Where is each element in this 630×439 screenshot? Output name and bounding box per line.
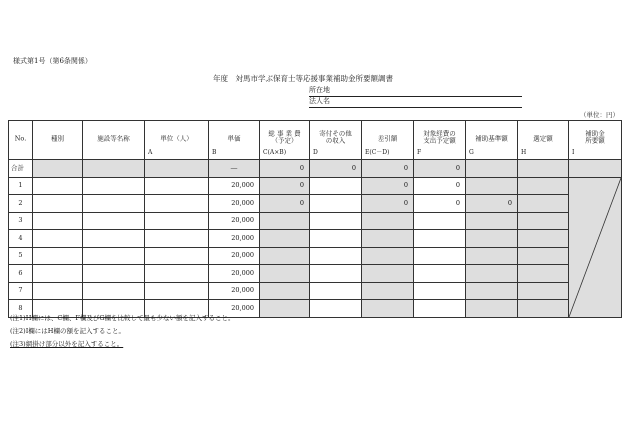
table-row [9, 282, 622, 300]
donation-cell[interactable] [310, 247, 362, 265]
facility-name-cell[interactable] [83, 177, 145, 195]
header-cell [362, 121, 414, 160]
units-cell[interactable] [145, 282, 209, 300]
unit-price-cell: 20,000 [209, 300, 260, 318]
location-field[interactable] [309, 86, 522, 97]
base-amount-cell [466, 265, 518, 283]
selected-amount-cell [518, 300, 569, 318]
type-cell[interactable] [33, 265, 83, 283]
row-number: 1 [9, 177, 33, 195]
corporation-field[interactable] [309, 97, 522, 108]
type-cell[interactable] [33, 212, 83, 230]
header-column-code: E(C－D) [365, 149, 390, 157]
unit-price-cell: 20,000 [209, 282, 260, 300]
selected-amount-cell [518, 230, 569, 248]
units-cell[interactable] [145, 212, 209, 230]
row-number: 5 [9, 247, 33, 265]
units-cell[interactable] [145, 265, 209, 283]
header-cell [145, 121, 209, 160]
unit-price-cell: 20,000 [209, 247, 260, 265]
planned-expense-cell[interactable] [414, 247, 466, 265]
total-g-cell [466, 160, 518, 178]
donation-cell[interactable] [310, 300, 362, 318]
header-label: 選定額 [533, 134, 553, 143]
header-label: 寄付その他 の収入 [319, 129, 352, 146]
unit-price-cell: 20,000 [209, 265, 260, 283]
difference-cell [362, 230, 414, 248]
selected-amount-cell [518, 265, 569, 283]
donation-cell[interactable] [310, 230, 362, 248]
form-number: 様式第1号（第6条関係） [13, 57, 92, 65]
table-row [9, 212, 622, 230]
total-i-cell [569, 160, 622, 178]
difference-cell [362, 282, 414, 300]
type-cell[interactable] [33, 177, 83, 195]
donation-cell[interactable] [310, 195, 362, 213]
facility-name-cell[interactable] [83, 195, 145, 213]
header-cell [33, 121, 83, 160]
selected-amount-cell [518, 282, 569, 300]
type-cell[interactable] [33, 282, 83, 300]
row-number: 2 [9, 195, 33, 213]
selected-amount-cell [518, 195, 569, 213]
base-amount-cell [466, 212, 518, 230]
difference-cell [362, 212, 414, 230]
note-2: (注2)I欄にはH欄の額を記入すること。 [10, 327, 125, 335]
total-cost-cell [260, 212, 310, 230]
facility-name-cell[interactable] [83, 247, 145, 265]
header-cell [83, 121, 145, 160]
total-units-cell [145, 160, 209, 178]
base-amount-cell [466, 230, 518, 248]
total-e-cell: 0 [362, 160, 414, 178]
selected-amount-cell [518, 212, 569, 230]
units-cell[interactable] [145, 230, 209, 248]
table-row [9, 265, 622, 283]
header-label: 差引額 [377, 134, 398, 143]
units-cell[interactable] [145, 195, 209, 213]
facility-name-cell[interactable] [83, 230, 145, 248]
difference-cell [362, 300, 414, 318]
header-cell [9, 121, 33, 160]
total-f-cell: 0 [414, 160, 466, 178]
header-column-code: A [148, 149, 153, 157]
planned-expense-cell[interactable]: 0 [414, 177, 466, 195]
total-c-cell: 0 [260, 160, 310, 178]
header-cell [466, 121, 518, 160]
table-row [9, 195, 622, 213]
difference-cell: 0 [362, 177, 414, 195]
difference-cell [362, 265, 414, 283]
planned-expense-cell[interactable] [414, 265, 466, 283]
header-cell [260, 121, 310, 160]
document-title: 年度 対馬市学ぶ保育士等応援事業補助金所要額調書 [213, 74, 393, 83]
donation-cell[interactable] [310, 282, 362, 300]
header-label: 補助金 所要額 [585, 129, 605, 146]
diagonal-line [569, 178, 621, 317]
header-column-code: B [212, 149, 217, 157]
location-label: 所在地 [309, 86, 330, 94]
total-label: 合計 [9, 160, 33, 178]
total-cost-cell [260, 300, 310, 318]
table-row [9, 177, 622, 195]
units-cell[interactable] [145, 247, 209, 265]
note-1: (注1)H欄には、C欄、F欄及びG欄を比較して最も少ない額を記入すること。 [10, 314, 235, 322]
header-label: 補助基準額 [475, 134, 508, 143]
total-facility-cell [83, 160, 145, 178]
total-cost-cell: 0 [260, 195, 310, 213]
table-row [9, 230, 622, 248]
facility-name-cell[interactable] [83, 282, 145, 300]
subsidy-table [8, 120, 622, 318]
difference-cell: 0 [362, 195, 414, 213]
unit-label: （単位：円） [580, 111, 619, 119]
header-label: 単価 [227, 134, 241, 143]
row-number: 6 [9, 265, 33, 283]
planned-expense-cell[interactable] [414, 230, 466, 248]
total-unit-price: ― [209, 160, 260, 178]
header-column-code: D [313, 149, 318, 157]
header-row [9, 121, 622, 160]
header-cell [310, 121, 362, 160]
total-row [9, 160, 622, 178]
total-cost-cell [260, 265, 310, 283]
base-amount-cell [466, 300, 518, 318]
donation-cell[interactable] [310, 212, 362, 230]
type-cell[interactable] [33, 247, 83, 265]
corporation-label: 法人名 [309, 97, 330, 105]
header-label: 施設等名称 [97, 134, 130, 143]
header-cell [209, 121, 260, 160]
planned-expense-cell[interactable] [414, 282, 466, 300]
base-amount-cell [466, 247, 518, 265]
row-number: 7 [9, 282, 33, 300]
row-number: 8 [9, 300, 33, 318]
base-amount-cell: 0 [466, 195, 518, 213]
note-3: (注3)網掛け部分以外を記入すること。 [10, 340, 124, 348]
header-cell [569, 121, 622, 160]
row-number: 3 [9, 212, 33, 230]
header-column-code: G [469, 149, 474, 157]
difference-cell [362, 247, 414, 265]
unit-price-cell: 20,000 [209, 230, 260, 248]
header-label: 単位（人） [160, 134, 193, 143]
total-h-cell [518, 160, 569, 178]
total-type-cell [33, 160, 83, 178]
type-cell[interactable] [33, 195, 83, 213]
header-cell [414, 121, 466, 160]
total-cost-cell [260, 247, 310, 265]
base-amount-cell [466, 177, 518, 195]
total-cost-cell: 0 [260, 177, 310, 195]
unit-price-cell: 20,000 [209, 177, 260, 195]
header-cell [518, 121, 569, 160]
header-column-code: H [521, 149, 527, 157]
header-column-code: F [417, 149, 422, 157]
selected-amount-cell [518, 177, 569, 195]
donation-cell[interactable] [310, 265, 362, 283]
table-row [9, 247, 622, 265]
total-cost-cell [260, 282, 310, 300]
facility-name-cell[interactable] [83, 265, 145, 283]
header-label: 対象経費の 支出予定額 [423, 129, 456, 146]
row-number: 4 [9, 230, 33, 248]
header-column-code: C(A×B) [263, 149, 287, 157]
header-column-code: I [572, 149, 575, 157]
unit-price-cell: 20,000 [209, 212, 260, 230]
unit-price-cell: 20,000 [209, 195, 260, 213]
selected-amount-cell [518, 247, 569, 265]
units-cell[interactable] [145, 177, 209, 195]
header-label: 総 事 業 費 （予定） [268, 129, 301, 146]
planned-expense-cell[interactable] [414, 212, 466, 230]
required-amount-cell [569, 177, 622, 317]
total-cost-cell [260, 230, 310, 248]
strike-diagonal [569, 178, 621, 317]
header-label: No. [14, 134, 27, 143]
type-cell[interactable] [33, 230, 83, 248]
donation-cell[interactable] [310, 177, 362, 195]
header-label: 種別 [51, 134, 64, 143]
total-d-cell: 0 [310, 160, 362, 178]
planned-expense-cell[interactable]: 0 [414, 195, 466, 213]
base-amount-cell [466, 282, 518, 300]
planned-expense-cell[interactable] [414, 300, 466, 318]
facility-name-cell[interactable] [83, 212, 145, 230]
